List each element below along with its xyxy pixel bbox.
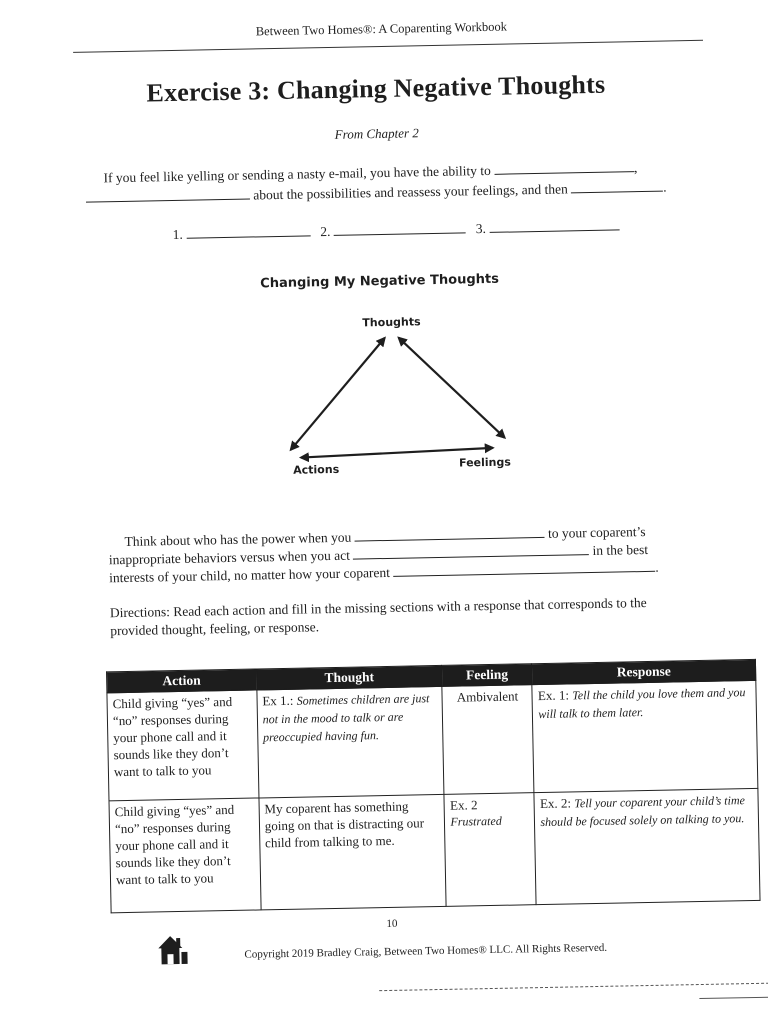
intro-period: .	[662, 179, 667, 195]
row1-thought-text: Sometimes children are just not in the mood to talk or are preoccupied having fun.	[262, 691, 430, 745]
exercise-title: Exercise 3: Changing Negative Thoughts	[146, 69, 606, 108]
row1-response-text: Tell the child you love them and you will talk to them later.	[538, 685, 746, 722]
power-text-3: interests of your child, no matter how your coparent	[109, 564, 391, 586]
power-text-1-end: to your coparent’s	[547, 523, 646, 541]
diagram-title: Changing My Negative Thoughts	[260, 271, 500, 292]
row1-feeling-cell[interactable]: Ambivalent	[442, 685, 534, 795]
directions-line-2: provided thought, feeling, or response.	[110, 619, 320, 639]
row2-action-cell: Child giving “yes” and “no” responses during your phone call and it sounds like they don’t want to talk to you	[109, 798, 261, 913]
row2-thought-cell[interactable]: My coparent has something going on that is distracting our child from talking to me.	[259, 794, 447, 910]
row2-response-text: Tell your coparent your child’s time should be focused solely on talking to you.	[540, 793, 745, 830]
row1-response-cell[interactable]	[532, 680, 758, 792]
row2-feeling-cell[interactable]	[444, 793, 536, 907]
intro-text-2: about the possibilities and reassess your feelings, and then	[253, 181, 568, 203]
power-text-2-end: in the best	[592, 541, 649, 559]
row2-response-prefix: Ex. 2:	[539, 795, 575, 812]
intro-comma: ,	[633, 160, 638, 176]
exercise-table	[106, 659, 761, 913]
directions-line-1: Directions: Read each action and fill in the missing sections with a response that corresponds to the	[109, 594, 647, 621]
col-header-thought: Thought	[256, 665, 442, 690]
page-number: 10	[386, 917, 398, 931]
diagram-label-feelings: Feelings	[458, 455, 511, 470]
house-logo-icon	[156, 932, 189, 967]
intro-text-1: If you feel like yelling or sending a nasty e-mail, you have the ability to	[103, 162, 491, 186]
table-row	[109, 788, 760, 912]
power-text-1: Think about who has the power when you	[124, 529, 352, 549]
row1-thought-prefix: Ex 1.:	[262, 692, 297, 709]
power-period: .	[655, 559, 659, 575]
diagram-label-actions: Actions	[293, 462, 340, 477]
col-header-feeling: Feeling	[442, 664, 532, 687]
diagram-label-thoughts: Thoughts	[362, 315, 421, 330]
row2-feeling-prefix: Ex. 2	[449, 797, 478, 813]
running-header: Between Two Homes®: A Coparenting Workbook	[255, 19, 508, 39]
row2-response-cell[interactable]	[534, 788, 760, 904]
power-text-2: inappropriate behaviors versus when you act	[108, 547, 351, 568]
blank-number-3: 3.	[475, 220, 487, 237]
chapter-reference: From Chapter 2	[334, 125, 419, 142]
arrow-actions-feelings	[301, 448, 493, 458]
col-header-response: Response	[532, 659, 756, 684]
table-row	[107, 680, 758, 800]
arrow-thoughts-feelings	[399, 336, 505, 440]
row1-thought-cell[interactable]	[257, 686, 445, 798]
row1-response-prefix: Ex. 1:	[537, 687, 573, 704]
copyright-notice: Copyright 2019 Bradley Craig, Between Two Homes® LLC. All Rights Reserved.	[244, 941, 608, 961]
blank-number-2: 2.	[320, 223, 331, 240]
row2-feeling-text: Frustrated	[450, 813, 502, 829]
power-blank-1[interactable]	[355, 525, 545, 542]
row1-action-cell: Child giving “yes” and “no” responses during your phone call and it sounds like they don’t want to talk to you	[107, 690, 259, 801]
blank-number-1: 1.	[172, 226, 183, 243]
arrow-thoughts-actions	[289, 338, 387, 450]
col-header-action: Action	[107, 669, 257, 693]
